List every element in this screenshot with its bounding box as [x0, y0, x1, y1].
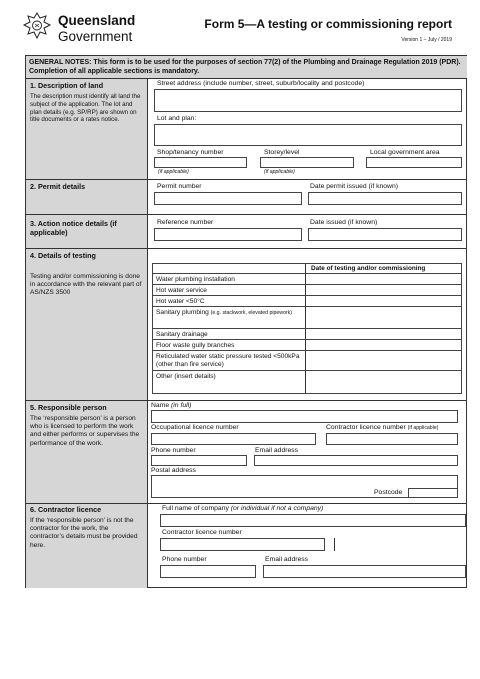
date-field[interactable] — [306, 307, 461, 328]
divider — [25, 503, 467, 504]
table-row — [153, 340, 461, 351]
table-header-row — [153, 264, 461, 274]
table-row — [153, 351, 461, 371]
table-row — [153, 371, 461, 393]
section5-description: The ‘responsible person’ is a person who is licensed to perform the work and either performs or supervises the performance of the work. — [30, 415, 140, 447]
sanitary-plumbing-main: Sanitary plumbing — [156, 309, 209, 316]
section1-description: The description must identify all land the subject of the application. The lot and plan details (e.g. SP/RP) are shown on title documents or a rates notice. — [30, 93, 141, 124]
reference-number-label: Reference number — [157, 219, 214, 226]
lga-label: Local government area — [370, 149, 440, 156]
section3-heading: 3. Action notice details (if applicable) — [30, 219, 117, 238]
divider — [25, 78, 467, 79]
storey-if-applicable-note: (if applicable) — [264, 169, 295, 175]
table-row — [153, 307, 461, 329]
shop-tenancy-label: Shop/tenancy number — [157, 149, 224, 156]
date-field[interactable] — [306, 329, 461, 339]
row-label-other: Other (insert details) — [156, 373, 216, 380]
row-label-reticulated-water: Reticulated water static pressure tested <500kPa (other than fire service) — [156, 353, 300, 368]
shop-tenancy-field[interactable] — [154, 157, 247, 168]
occupational-licence-field[interactable] — [151, 433, 316, 445]
field-divider — [334, 538, 335, 551]
divider — [25, 214, 467, 215]
divider — [25, 248, 467, 249]
permit-number-label: Permit number — [157, 183, 202, 190]
date-field[interactable] — [306, 296, 461, 306]
date-column-header: Date of testing and/or commissioning — [311, 265, 426, 272]
row-label-sanitary-drainage: Sanitary drainage — [156, 331, 208, 338]
action-date-field[interactable] — [308, 228, 462, 241]
reference-number-field[interactable] — [154, 228, 302, 241]
postal-address-label: Postal address — [151, 467, 196, 474]
row-label-water-plumbing: Water plumbing installation — [156, 276, 235, 283]
permit-number-field[interactable] — [154, 192, 302, 205]
section2-heading: 2. Permit details — [30, 182, 86, 191]
row-label-floor-waste: Floor waste gully branches — [156, 342, 235, 349]
email-field[interactable] — [254, 455, 458, 466]
contractor-licence-text: Contractor licence number — [326, 424, 406, 431]
contractor-email-label: Email address — [265, 556, 309, 563]
date-field[interactable] — [306, 285, 461, 295]
name-label — [151, 402, 191, 410]
lot-plan-label: Lot and plan: — [157, 115, 197, 122]
table-row — [153, 296, 461, 307]
divider — [25, 400, 467, 401]
permit-date-label: Date permit issued (if known) — [310, 183, 399, 190]
postcode-label: Postcode — [374, 489, 403, 496]
section6-heading: 6. Contractor licence — [30, 505, 102, 514]
lga-field[interactable] — [366, 157, 462, 168]
occupational-licence-label: Occupational licence number — [151, 424, 239, 431]
storey-level-field[interactable] — [260, 157, 354, 168]
row-label-sanitary-plumbing — [156, 309, 304, 317]
org-name-line2: Government — [58, 29, 133, 44]
company-name-field[interactable] — [160, 514, 466, 527]
shop-if-applicable-note: (if applicable) — [158, 169, 189, 175]
contractor-licence-note: (if applicable) — [407, 425, 439, 431]
table-row — [153, 329, 461, 340]
section1-heading: 1. Description of land — [30, 81, 104, 90]
contractor-licence-number-label: Contractor licence number — [162, 529, 242, 536]
name-label-text: Name — [151, 402, 170, 409]
section4-heading: 4. Details of testing — [30, 251, 96, 260]
action-date-label: Date issued (if known) — [310, 219, 378, 226]
name-label-note: (in full) — [171, 402, 192, 409]
contractor-licence-number-field[interactable] — [160, 538, 325, 551]
company-name-text: Full name of company — [162, 505, 229, 512]
storey-level-label: Storey/level — [264, 149, 300, 156]
sanitary-plumbing-note: (e.g. stackwork, elevated pipework) — [210, 310, 292, 316]
email-label: Email address — [255, 447, 299, 454]
phone-field[interactable] — [151, 455, 247, 466]
contractor-email-field[interactable] — [263, 565, 466, 578]
section4-description: Testing and/or commissioning is done in accordance with the relevant part of AS/NZS 3500 — [30, 273, 142, 297]
section6-description: If the ‘responsible person’ is not the contractor for the work, the contractor’s details must be provided here. — [30, 517, 138, 549]
street-address-field[interactable] — [154, 89, 462, 112]
contractor-licence-label — [326, 424, 438, 432]
company-name-note: (or individual if not a company) — [230, 505, 324, 512]
date-field[interactable] — [306, 274, 461, 284]
table-row — [153, 274, 461, 285]
page-title: Form 5—A testing or commissioning report — [204, 17, 452, 31]
row-label-hot-water-under-50: Hot water <50°C — [156, 298, 205, 305]
date-field[interactable] — [306, 340, 461, 350]
label-column-divider — [147, 78, 148, 588]
version-text: Version 1 – July / 2019 — [401, 37, 452, 43]
date-field[interactable] — [306, 351, 461, 370]
company-name-label — [162, 505, 323, 513]
street-address-label: Street address (include number, street, suburb/locality and postcode) — [157, 80, 365, 87]
postcode-field[interactable] — [408, 488, 458, 498]
date-field[interactable] — [306, 371, 461, 393]
row-label-hot-water-service: Hot water service — [156, 287, 207, 294]
divider — [25, 179, 467, 180]
table-row — [153, 285, 461, 296]
phone-label: Phone number — [151, 447, 196, 454]
queensland-crest-logo — [22, 11, 52, 41]
contractor-phone-label: Phone number — [162, 556, 207, 563]
org-name-line1: Queensland — [58, 13, 136, 28]
permit-date-field[interactable] — [308, 192, 462, 205]
contractor-licence-field[interactable] — [326, 433, 458, 445]
general-notes: GENERAL NOTES: This form is to be used for the purposes of section 77(2) of the Plumbing and Drainage Regulation 2019 (PDR). Completion of all applicable sections is mandatory. — [29, 59, 461, 76]
testing-table — [152, 263, 462, 394]
section5-heading: 5. Responsible person — [30, 403, 107, 412]
contractor-phone-field[interactable] — [160, 565, 256, 578]
lot-plan-field[interactable] — [154, 124, 462, 146]
name-field[interactable] — [151, 410, 458, 423]
